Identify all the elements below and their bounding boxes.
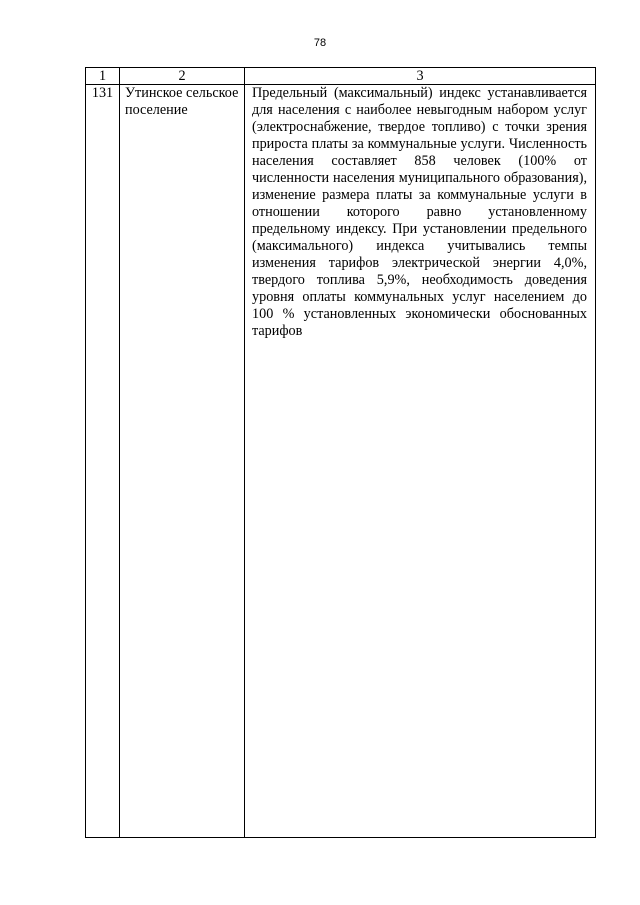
row-number-cell	[86, 85, 120, 838]
row-number: 131	[91, 85, 114, 101]
settlement-name: Утинское сельское поселение	[125, 85, 239, 118]
column-header-1: 1	[86, 68, 120, 85]
page-number: 78	[313, 37, 327, 49]
index-description: Предельный (максимальный) индекс устанавливается для населения с наиболее невыгодным набором услуг (электроснабжение, твердое топливо) с точки зрения прироста платы за коммунальные услуги. Численность населения составляет 858 человек (100% от численности населения муниципального образования), изменение размера платы за коммунальные услуги в отношении которого равно установленному предельному индексу. При установлении предельного (максимального) индекса учитывались темпы изменения тарифов электрической энергии 4,0%, твердого топлива 5,9%, необходимость доведения уровня оплаты коммунальных услуг населением до 100 % установленных экономически обоснованных тарифов	[252, 85, 587, 339]
table-row	[86, 85, 596, 838]
description-cell	[245, 85, 596, 838]
column-header-2: 2	[120, 68, 245, 85]
table-header-row	[86, 68, 596, 85]
settlement-name-cell	[120, 85, 245, 838]
column-header-3: 3	[245, 68, 596, 85]
index-table	[85, 67, 596, 838]
